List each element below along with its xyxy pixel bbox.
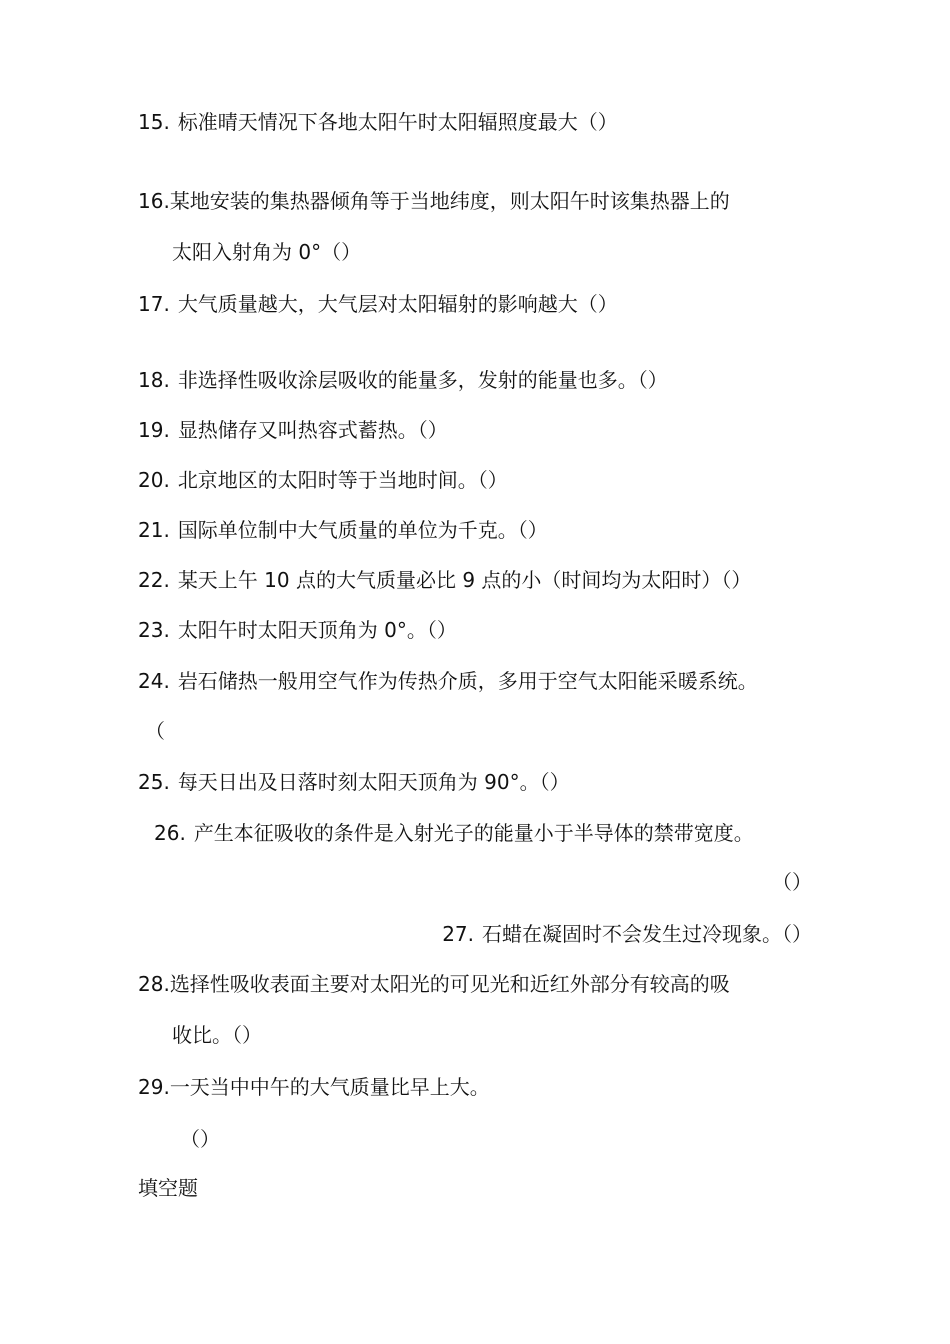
question-number: 16. [138, 189, 170, 213]
question-text: 每天日出及日落时刻太阳天顶角为 90°。（） [177, 770, 570, 794]
question-19 [138, 416, 448, 444]
question-22 [138, 566, 751, 594]
question-text-continued: （） [772, 870, 812, 894]
question-29-continuation [180, 1125, 220, 1153]
question-number: 26. [154, 821, 186, 845]
question-text: 一天当中中午的大气质量比早上大。 [169, 1075, 490, 1099]
question-text: 岩石储热一般用空气作为传热介质，多用于空气太阳能采暖系统。 [177, 669, 758, 693]
question-text: 石蜡在凝固时不会发生过冷现象。（） [482, 922, 812, 946]
question-17 [138, 290, 618, 318]
question-text-continued: （） [180, 1127, 220, 1151]
question-number: 18. [138, 368, 170, 392]
question-24-continuation [145, 717, 165, 745]
question-29 [138, 1073, 490, 1101]
question-text: 产生本征吸收的条件是入射光子的能量小于半导体的禁带宽度。 [193, 821, 754, 845]
question-number: 19. [138, 418, 170, 442]
question-21 [138, 516, 548, 544]
question-number: 21. [138, 518, 170, 542]
question-text: 显热储存又叫热容式蓄热。（） [177, 418, 448, 442]
question-number: 23. [138, 618, 170, 642]
question-28 [138, 970, 730, 998]
question-28-continuation [172, 1021, 262, 1049]
question-text-continued: （ [145, 719, 165, 743]
question-text-continued: 太阳入射角为 0°（） [172, 240, 362, 264]
section-heading-text: 填空题 [138, 1176, 198, 1200]
section-heading [138, 1174, 198, 1202]
question-26-continuation [772, 868, 812, 896]
question-18 [138, 366, 668, 394]
question-25 [138, 768, 570, 796]
question-number: 25. [138, 770, 170, 794]
question-text: 某地安装的集热器倾角等于当地纬度，则太阳午时该集热器上的 [169, 189, 730, 213]
question-number: 27. [442, 922, 474, 946]
question-text: 北京地区的太阳时等于当地时间。（） [177, 468, 508, 492]
question-text: 太阳午时太阳天顶角为 0°。（） [177, 618, 457, 642]
question-text: 国际单位制中大气质量的单位为千克。（） [177, 518, 548, 542]
question-number: 29. [138, 1075, 170, 1099]
question-text: 大气质量越大，大气层对太阳辐射的影响越大（） [177, 292, 618, 316]
question-text-continued: 收比。（） [172, 1023, 262, 1047]
question-20 [138, 466, 508, 494]
question-16 [138, 187, 730, 215]
question-26 [154, 819, 754, 847]
question-16-continuation [172, 238, 361, 266]
question-text: 非选择性吸收涂层吸收的能量多，发射的能量也多。（） [177, 368, 668, 392]
question-text: 选择性吸收表面主要对太阳光的可见光和近红外部分有较高的吸 [169, 972, 730, 996]
question-27 [442, 920, 812, 948]
question-number: 20. [138, 468, 170, 492]
question-24 [138, 667, 758, 695]
question-15 [138, 108, 618, 136]
question-text: 某天上午 10 点的大气质量必比 9 点的小（时间均为太阳时）（） [177, 568, 752, 592]
question-23 [138, 616, 457, 644]
question-number: 24. [138, 669, 170, 693]
question-number: 17. [138, 292, 170, 316]
question-text: 标准晴天情况下各地太阳午时太阳辐照度最大（） [177, 110, 618, 134]
question-number: 28. [138, 972, 170, 996]
question-number: 22. [138, 568, 170, 592]
question-number: 15. [138, 110, 170, 134]
